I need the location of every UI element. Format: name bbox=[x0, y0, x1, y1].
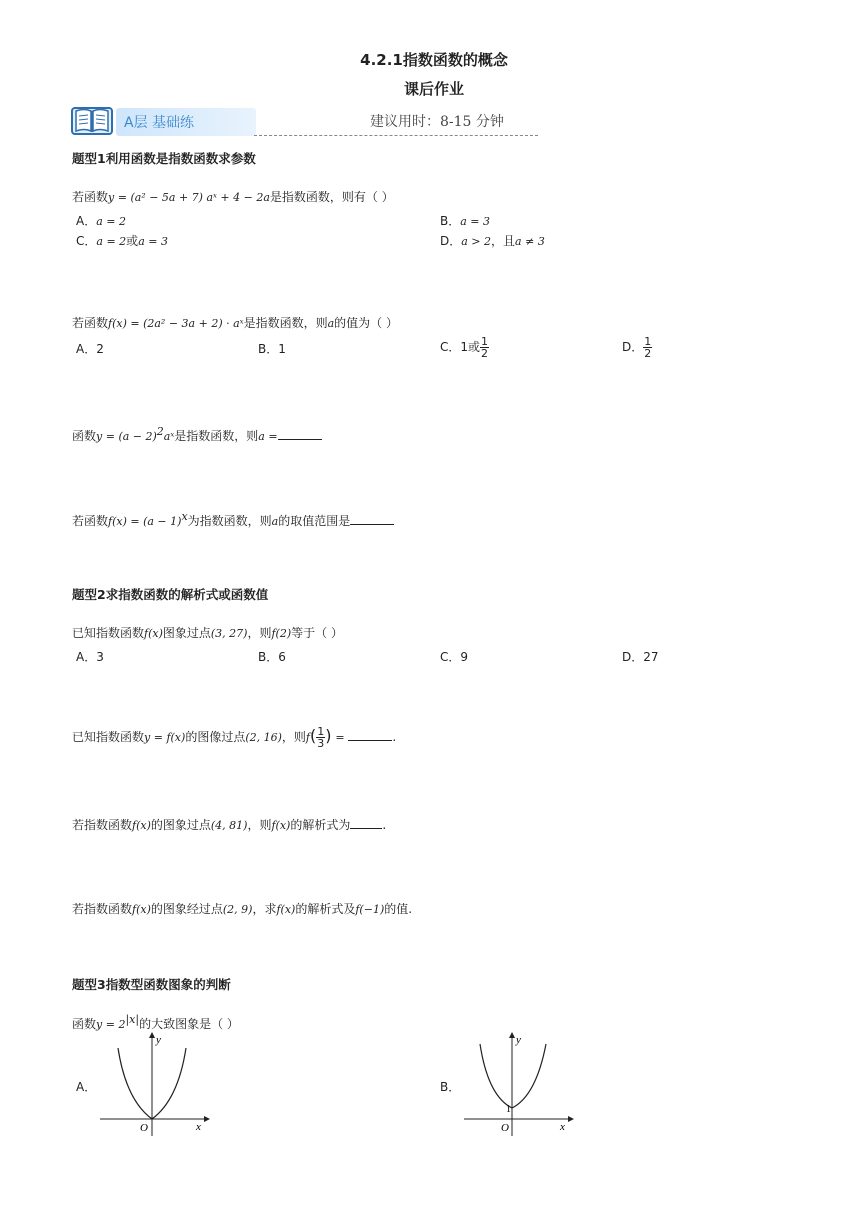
q5-post: 等于（ ） bbox=[291, 626, 343, 640]
q7-post: 的解析式为 bbox=[290, 818, 351, 832]
q2-option-c[interactable] bbox=[440, 336, 489, 359]
q1-post: 是指数函数，则有（ ） bbox=[269, 190, 394, 204]
q7-pre: 若指数函数 bbox=[72, 818, 133, 832]
q5-option-d[interactable] bbox=[622, 648, 659, 665]
q9-pre: 函数 bbox=[72, 1017, 97, 1031]
q5-option-b[interactable] bbox=[258, 648, 286, 665]
q1-option-b[interactable] bbox=[440, 212, 490, 229]
graph-b-y-label: y bbox=[516, 1034, 521, 1046]
q9-post: 的大致图象是（ ） bbox=[139, 1017, 239, 1031]
q9-formula: y = 2 bbox=[96, 1018, 126, 1031]
q1-pre: 若函数 bbox=[72, 190, 109, 204]
time-label: 建议用时：8-15 分钟 bbox=[370, 114, 504, 130]
q4-exponent: x bbox=[181, 510, 188, 523]
q3-exponent: 2 bbox=[156, 425, 164, 438]
graph-a-x-arrow bbox=[204, 1116, 210, 1122]
q1-option-d-value2: a ≠ 3 bbox=[515, 235, 545, 248]
q5-option-c-value: 9 bbox=[460, 650, 469, 664]
q2-option-a[interactable] bbox=[76, 340, 104, 357]
q2-option-a-value: 2 bbox=[96, 342, 104, 356]
q6-answer-blank[interactable] bbox=[348, 729, 392, 741]
q5-option-d-value: 27 bbox=[643, 650, 659, 664]
q7-mid: 的图象过点 bbox=[150, 818, 211, 832]
graph-b-x-label: x bbox=[560, 1121, 565, 1133]
q1-option-d-mid: ，且 bbox=[491, 234, 516, 248]
q6-point: (2, 16) bbox=[245, 731, 282, 744]
graph-a-y-arrow bbox=[149, 1032, 155, 1038]
q7-answer-blank[interactable] bbox=[350, 817, 382, 829]
q5-option-d-label: D． bbox=[622, 650, 644, 664]
q1-option-a-value: a = 2 bbox=[96, 215, 126, 228]
q8-formula: f(x) bbox=[132, 903, 151, 916]
q3-formula-2: aˣ bbox=[163, 430, 175, 443]
q1-option-b-value: a = 3 bbox=[460, 215, 491, 228]
q2-mid: 是指数函数，则 bbox=[243, 316, 328, 330]
q7-formula: f(x) bbox=[132, 819, 151, 832]
question-2 bbox=[72, 314, 398, 331]
q5-option-b-value: 6 bbox=[278, 650, 286, 664]
graph-b-one-label: 1 bbox=[506, 1104, 511, 1115]
q1-option-c-mid: 或 bbox=[126, 234, 139, 248]
q1-option-c[interactable] bbox=[76, 232, 168, 249]
q2-option-b[interactable] bbox=[258, 340, 286, 357]
q1-option-d[interactable] bbox=[440, 232, 545, 249]
question-5 bbox=[72, 624, 343, 641]
question-3 bbox=[72, 425, 322, 444]
book-icon bbox=[70, 103, 114, 140]
q8-formula-2: f(x) bbox=[276, 903, 296, 916]
q6-formula-2: f bbox=[305, 731, 310, 744]
graph-a-x-label: x bbox=[196, 1121, 201, 1133]
q2-option-c-value: 1或 bbox=[460, 340, 481, 354]
q5-option-a[interactable] bbox=[76, 648, 104, 665]
q4-formula: f(x) = (a − 1) bbox=[108, 515, 182, 528]
q7-mid2: ，则 bbox=[247, 818, 272, 832]
q2-option-d-fraction bbox=[643, 336, 652, 359]
question-1 bbox=[72, 188, 394, 205]
q1-option-d-label: D． bbox=[440, 234, 462, 248]
q6-frac-den: 3 bbox=[317, 737, 325, 750]
q4-var: a bbox=[271, 515, 279, 528]
q8-pre: 若指数函数 bbox=[72, 902, 133, 916]
q8-formula-3: f(−1) bbox=[355, 903, 385, 916]
q7-formula-2: f(x) bbox=[271, 819, 291, 832]
q1-option-c-value2: a = 3 bbox=[138, 235, 168, 248]
question-8 bbox=[72, 900, 412, 917]
q3-formula: y = (a − 2) bbox=[96, 430, 157, 443]
q8-post: 的值. bbox=[384, 902, 413, 916]
q2-option-d[interactable] bbox=[622, 336, 652, 359]
q3-var: a = bbox=[258, 430, 278, 443]
q6-fraction bbox=[316, 726, 325, 749]
q3-answer-blank[interactable] bbox=[278, 428, 322, 440]
q2-post: 的值为（ ） bbox=[334, 316, 398, 330]
q1-option-d-value1: a > 2 bbox=[461, 235, 492, 248]
q6-equals: = bbox=[335, 731, 345, 744]
section-2-heading: 题型2求指数函数的解析式或函数值 bbox=[72, 587, 269, 602]
q5-option-a-label: A． bbox=[76, 650, 97, 664]
q5-mid: 图象过点 bbox=[162, 626, 211, 640]
graph-a-y-label: y bbox=[156, 1034, 161, 1046]
question-6: 已知指数函数y = f(x)的图像过点(2, 16)，则f( $\frac{1}{3}$ ) = . bbox=[72, 725, 397, 750]
q7-point: (4, 81) bbox=[210, 819, 248, 832]
q1-option-a-label: A． bbox=[76, 214, 97, 228]
q5-option-a-value: 3 bbox=[96, 650, 104, 664]
q5-formula-2: f(2) bbox=[271, 627, 292, 640]
q8-mid: 的图象经过点 bbox=[150, 902, 223, 916]
q4-answer-blank[interactable] bbox=[350, 513, 394, 525]
graph-b-y-arrow bbox=[509, 1032, 515, 1038]
q2-option-c-frac-den: 2 bbox=[481, 347, 489, 360]
q2-option-c-label: C． bbox=[440, 340, 461, 354]
q6-mid: 的图像过点 bbox=[185, 730, 246, 744]
q5-pre: 已知指数函数 bbox=[72, 626, 145, 640]
q2-option-d-frac-num: 1 bbox=[644, 335, 652, 348]
q5-formula: f(x) bbox=[144, 627, 163, 640]
q4-post: 的取值范围是 bbox=[278, 514, 351, 528]
q2-option-d-label: D． bbox=[622, 340, 644, 354]
q8-mid3: 的解析式及 bbox=[295, 902, 356, 916]
q2-option-c-frac-num: 1 bbox=[481, 335, 489, 348]
q9-option-b-label[interactable]: B． bbox=[440, 1080, 461, 1094]
graph-a-origin-label: O bbox=[140, 1122, 148, 1134]
q7-end: . bbox=[382, 818, 387, 832]
q9-exponent: |x| bbox=[125, 1013, 140, 1026]
q9-graph-b[interactable] bbox=[460, 1030, 580, 1143]
header-divider bbox=[254, 135, 538, 136]
q9-option-a-label[interactable]: A． bbox=[76, 1080, 97, 1094]
q5-option-c[interactable] bbox=[440, 648, 468, 665]
q6-frac-num: 1 bbox=[317, 725, 325, 738]
q6-mid2: ，则 bbox=[281, 730, 306, 744]
section-1-heading: 题型1利用函数是指数函数求参数 bbox=[72, 151, 256, 166]
section-3-heading: 题型3指数型函数图象的判断 bbox=[72, 977, 231, 992]
q2-option-b-label: B． bbox=[258, 342, 279, 356]
page-title: 4.2.1指数函数的概念 bbox=[360, 51, 508, 69]
q1-option-a[interactable] bbox=[76, 212, 126, 229]
q6-formula: y = f(x) bbox=[144, 731, 186, 744]
question-7 bbox=[72, 816, 386, 833]
question-4 bbox=[72, 510, 394, 529]
q2-option-a-label: A． bbox=[76, 342, 97, 356]
q5-mid2: ，则 bbox=[247, 626, 272, 640]
q8-mid2: ，求 bbox=[252, 902, 277, 916]
q5-option-b-label: B． bbox=[258, 650, 279, 664]
level-label: A层 基础练 bbox=[124, 115, 195, 131]
q2-option-c-fraction bbox=[480, 336, 489, 359]
q5-point: (3, 27) bbox=[210, 627, 248, 640]
graph-b-curve bbox=[480, 1044, 546, 1108]
q3-pre: 函数 bbox=[72, 429, 97, 443]
graph-b-origin-label: O bbox=[501, 1122, 509, 1134]
q8-point: (2, 9) bbox=[222, 903, 253, 916]
q4-pre: 若函数 bbox=[72, 514, 109, 528]
q2-var: a bbox=[327, 317, 335, 330]
graph-b-x-arrow bbox=[568, 1116, 574, 1122]
q1-formula: y = (a² − 5a + 7) aˣ + 4 − 2a bbox=[108, 191, 270, 204]
q2-option-d-frac-den: 2 bbox=[644, 347, 652, 360]
q1-option-c-label: C． bbox=[76, 234, 97, 248]
q2-option-b-value: 1 bbox=[278, 342, 286, 356]
q3-mid: 是指数函数，则 bbox=[174, 429, 259, 443]
q4-mid: 为指数函数，则 bbox=[187, 514, 272, 528]
q1-option-b-label: B． bbox=[440, 214, 461, 228]
q2-pre: 若函数 bbox=[72, 316, 109, 330]
q5-option-c-label: C． bbox=[440, 650, 461, 664]
q9-graph-a[interactable] bbox=[96, 1030, 216, 1143]
q6-post: . bbox=[392, 730, 397, 744]
q2-formula: f(x) = (2a² − 3a + 2) · aˣ bbox=[108, 317, 244, 330]
q1-option-c-value1: a = 2 bbox=[96, 235, 127, 248]
q6-pre: 已知指数函数 bbox=[72, 730, 145, 744]
page-subtitle: 课后作业 bbox=[403, 80, 464, 98]
